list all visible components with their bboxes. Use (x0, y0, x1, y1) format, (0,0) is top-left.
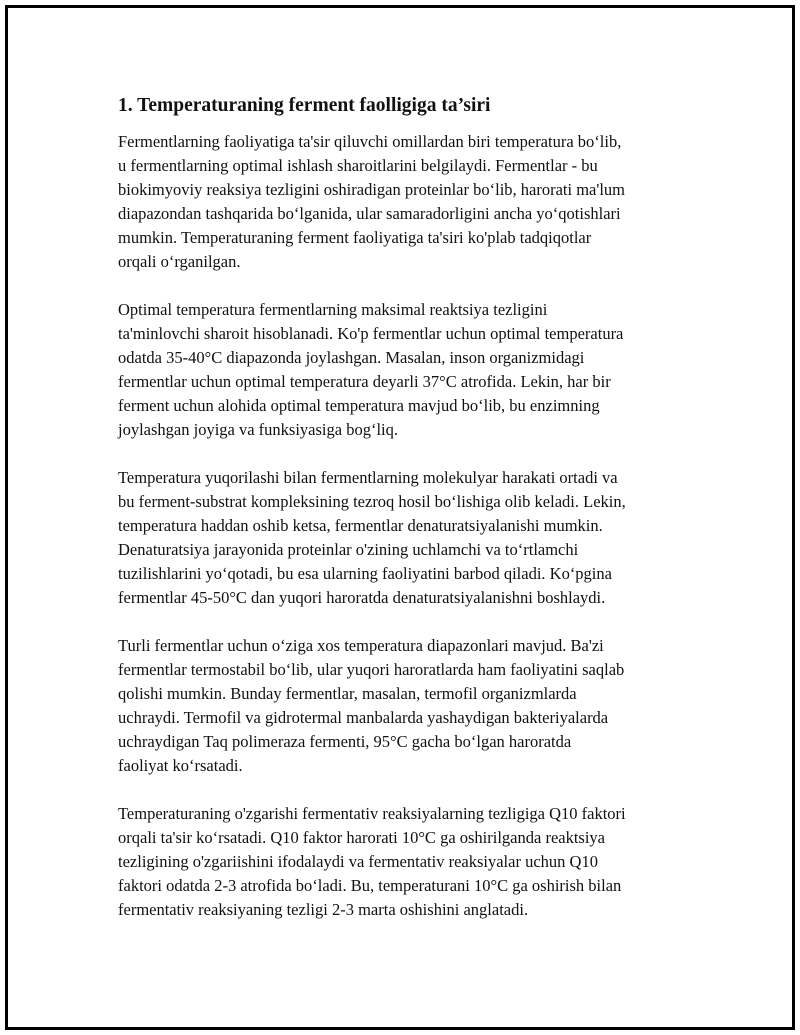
paragraph-3 (118, 466, 690, 610)
paragraph-4 (118, 634, 690, 778)
text-line: mumkin. Temperaturaning ferment faoliyatiga ta'siri ko'plab tadqiqotlar (118, 228, 592, 247)
text-line: Temperaturaning o'zgarishi fermentativ reaksiyalarning tezligiga Q10 faktori (118, 804, 626, 823)
text-line: qolishi mumkin. Bunday fermentlar, masalan, termofil organizmlarda (118, 684, 577, 703)
text-line: Fermentlarning faoliyatiga ta'sir qiluvchi omillardan biri temperatura bo‘lib, (118, 132, 622, 151)
text-line: uchraydigan Taq polimeraza fermenti, 95°C gacha bo‘lgan haroratda (118, 732, 572, 751)
text-line: Optimal temperatura fermentlarning maksimal reaktsiya tezligini (118, 300, 548, 319)
text-line: diapazondan tashqarida bo‘lganida, ular samaradorligini ancha yo‘qotishlari (118, 204, 621, 223)
text-line: fermentlar 45-50°C dan yuqori haroratda denaturatsiyalanishni boshlaydi. (118, 588, 606, 607)
text-line: tuzilishlarini yo‘qotadi, bu esa ularning faoliyatini barbod qiladi. Ko‘pgina (118, 564, 612, 583)
text-line: orqali ta'sir ko‘rsatadi. Q10 faktor harorati 10°C ga oshirilganda reaktsiya (118, 828, 606, 847)
text-line: bu ferment-substrat kompleksining tezroq hosil bo‘lishiga olib keladi. Lekin, (118, 492, 626, 511)
text-line: odatda 35-40°C diapazonda joylashgan. Masalan, inson organizmidagi (118, 348, 585, 367)
text-line: Turli fermentlar uchun o‘ziga xos temperatura diapazonlari mavjud. Ba'zi (118, 636, 604, 655)
text-line: faoliyat ko‘rsatadi. (118, 756, 243, 775)
text-line: u fermentlarning optimal ishlash sharoitlarini belgilaydi. Fermentlar - bu (118, 156, 598, 175)
text-line: tezligining o'zgariishini ifodalaydi va fermentativ reaksiyalar uchun Q10 (118, 852, 598, 871)
text-line: ta'minlovchi sharoit hisoblanadi. Ko'p fermentlar uchun optimal temperatura (118, 324, 624, 343)
text-line: joylashgan joyiga va funksiyasiga bog‘liq. (118, 420, 398, 439)
section-title: 1. Temperaturaning ferment faolligiga ta’siri (118, 95, 491, 116)
text-line: temperatura haddan oshib ketsa, fermentlar denaturatsiyalanishi mumkin. (118, 516, 603, 535)
text-line: fermentlar termostabil bo‘lib, ular yuqori haroratlarda ham faoliyatini saqlab (118, 660, 625, 679)
text-line: Denaturatsiya jarayonida proteinlar o'zining uchlamchi va to‘rtlamchi (118, 540, 579, 559)
text-line: Temperatura yuqorilashi bilan fermentlarning molekulyar harakati ortadi va (118, 468, 618, 487)
paragraph-2 (118, 298, 690, 442)
text-line: biokimyoviy reaksiya tezligini oshiradigan proteinlar bo‘lib, harorati ma'lum (118, 180, 626, 199)
paragraph-1 (118, 130, 690, 274)
text-line: faktori odatda 2-3 atrofida bo‘ladi. Bu, temperaturani 10°C ga oshirish bilan (118, 876, 622, 895)
paragraph-5 (118, 802, 690, 922)
text-line: ferment uchun alohida optimal temperatura mavjud bo‘lib, bu enzimning (118, 396, 600, 415)
text-line: fermentativ reaksiyaning tezligi 2-3 marta oshishini anglatadi. (118, 900, 529, 919)
text-line: fermentlar uchun optimal temperatura deyarli 37°C atrofida. Lekin, har bir (118, 372, 611, 391)
document-body (118, 93, 690, 946)
text-line: orqali o‘rganilgan. (118, 252, 241, 271)
text-line: uchraydi. Termofil va gidrotermal manbalarda yashaydigan bakteriyalarda (118, 708, 609, 727)
